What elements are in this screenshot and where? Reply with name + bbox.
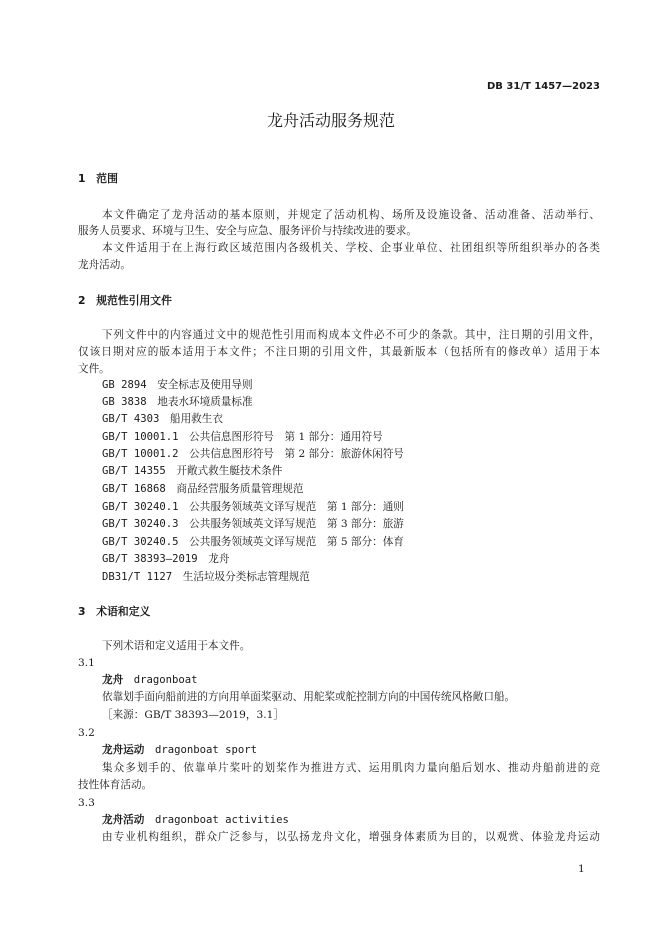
reference-title: 龙舟 bbox=[208, 553, 230, 565]
reference-code: GB 2894 bbox=[102, 379, 147, 391]
reference-code: GB/T 4303 bbox=[102, 413, 160, 425]
reference-code: GB/T 38393—2019 bbox=[102, 553, 198, 565]
term-en: dragonboat bbox=[133, 674, 198, 686]
reference-title: 公共服务领域英文译写规范 第 1 部分：通则 bbox=[189, 501, 404, 513]
section-3-heading: 3 术语和定义 bbox=[78, 605, 151, 618]
reference-item bbox=[102, 430, 383, 444]
reference-title: 生活垃圾分类标志管理规范 bbox=[182, 571, 310, 583]
term-cn: 龙舟 bbox=[102, 674, 124, 686]
reference-item bbox=[102, 378, 253, 392]
reference-title: 安全标志及使用导则 bbox=[157, 379, 253, 391]
reference-code: GB/T 30240.3 bbox=[102, 518, 179, 530]
scope-paragraph-2-line-1: 本文件适用于在上海行政区域范围内各级机关、学校、企事业单位、社团组织等所组织举办的各类 bbox=[102, 242, 600, 254]
term-3-2-definition-line-2: 技性体育活动。 bbox=[78, 779, 153, 791]
reference-item bbox=[102, 552, 229, 566]
document-title: 龙舟活动服务规范 bbox=[266, 111, 395, 130]
reference-code: GB/T 30240.1 bbox=[102, 501, 179, 513]
term-3-3-number: 3.3 bbox=[78, 797, 95, 809]
terms-intro: 下列术语和定义适用于本文件。 bbox=[102, 640, 251, 652]
term-en: dragonboat sport bbox=[154, 744, 258, 756]
reference-code: GB/T 16868 bbox=[102, 483, 166, 495]
term-3-1-source: ［来源：GB/T 38393—2019，3.1］ bbox=[102, 709, 284, 721]
reference-title: 公共信息图形符号 第 1 部分：通用符号 bbox=[189, 431, 383, 443]
standard-number: DB 31/T 1457—2023 bbox=[487, 81, 600, 92]
reference-item bbox=[102, 395, 253, 409]
term-3-2-title bbox=[102, 743, 257, 757]
term-cn: 龙舟活动 bbox=[102, 814, 145, 826]
term-3-3-title bbox=[102, 813, 289, 827]
reference-item bbox=[102, 535, 404, 549]
reference-item bbox=[102, 570, 310, 584]
scope-paragraph-2-line-2: 龙舟活动。 bbox=[78, 259, 131, 271]
term-cn: 龙舟运动 bbox=[102, 744, 145, 756]
reference-item bbox=[102, 447, 404, 461]
reference-title: 公共服务领域英文译写规范 第 5 部分：体育 bbox=[189, 536, 404, 548]
reference-code: DB31/T 1127 bbox=[102, 571, 173, 583]
term-3-2-number: 3.2 bbox=[78, 727, 95, 739]
reference-title: 公共服务领域英文译写规范 第 3 部分：旅游 bbox=[189, 518, 404, 530]
reference-item bbox=[102, 500, 404, 514]
reference-item bbox=[102, 412, 223, 426]
normative-intro-line-1: 下列文件中的内容通过文中的规范性引用而构成本文件必不可少的条款。其中，注日期的引用文件， bbox=[102, 329, 600, 341]
reference-code: GB/T 10001.1 bbox=[102, 431, 179, 443]
section-2-heading: 2 规范性引用文件 bbox=[78, 294, 172, 307]
scope-paragraph-1-line-1: 本文件确定了龙舟活动的基本原则，并规定了活动机构、场所及设施设备、活动准备、活动举行、 bbox=[102, 209, 600, 221]
reference-item bbox=[102, 482, 304, 496]
scope-paragraph-1-line-2: 服务人员要求、环境与卫生、安全与应急、服务评价与持续改进的要求。 bbox=[78, 225, 417, 237]
reference-item bbox=[102, 517, 404, 531]
reference-title: 商品经营服务质量管理规范 bbox=[176, 483, 304, 495]
reference-title: 开敞式救生艇技术条件 bbox=[176, 465, 283, 477]
term-en: dragonboat activities bbox=[154, 814, 289, 826]
term-3-2-definition-line-1: 集众多划手的、依靠单片桨叶的划桨作为推进方式、运用肌肉力量向船后划水、推动舟船前进的竞 bbox=[102, 762, 600, 774]
reference-title: 船用救生衣 bbox=[170, 413, 223, 425]
reference-item bbox=[102, 464, 282, 478]
term-3-1-number: 3.1 bbox=[78, 657, 95, 669]
reference-code: GB/T 30240.5 bbox=[102, 536, 179, 548]
normative-intro-line-3: 文件。 bbox=[78, 363, 110, 375]
section-1-heading: 1 范围 bbox=[78, 172, 118, 185]
term-3-1-definition: 依靠划手面向船前进的方向用单面桨驱动、用舵桨或舵控制方向的中国传统风格敞口船。 bbox=[102, 691, 516, 703]
term-3-3-definition-line-1: 由专业机构组织，群众广泛参与，以弘扬龙舟文化，增强身体素质为目的，以观赏、体验龙舟运动 bbox=[102, 831, 600, 843]
reference-title: 地表水环境质量标准 bbox=[157, 396, 253, 408]
normative-intro-line-2: 仅该日期对应的版本适用于本文件；不注日期的引用文件，其最新版本（包括所有的修改单）适用于本 bbox=[78, 346, 600, 358]
reference-code: GB/T 10001.2 bbox=[102, 448, 179, 460]
page-number: 1 bbox=[578, 863, 585, 875]
reference-code: GB/T 14355 bbox=[102, 465, 166, 477]
reference-title: 公共信息图形符号 第 2 部分：旅游休闲符号 bbox=[189, 448, 404, 460]
term-3-1-title bbox=[102, 673, 198, 687]
reference-code: GB 3838 bbox=[102, 396, 147, 408]
